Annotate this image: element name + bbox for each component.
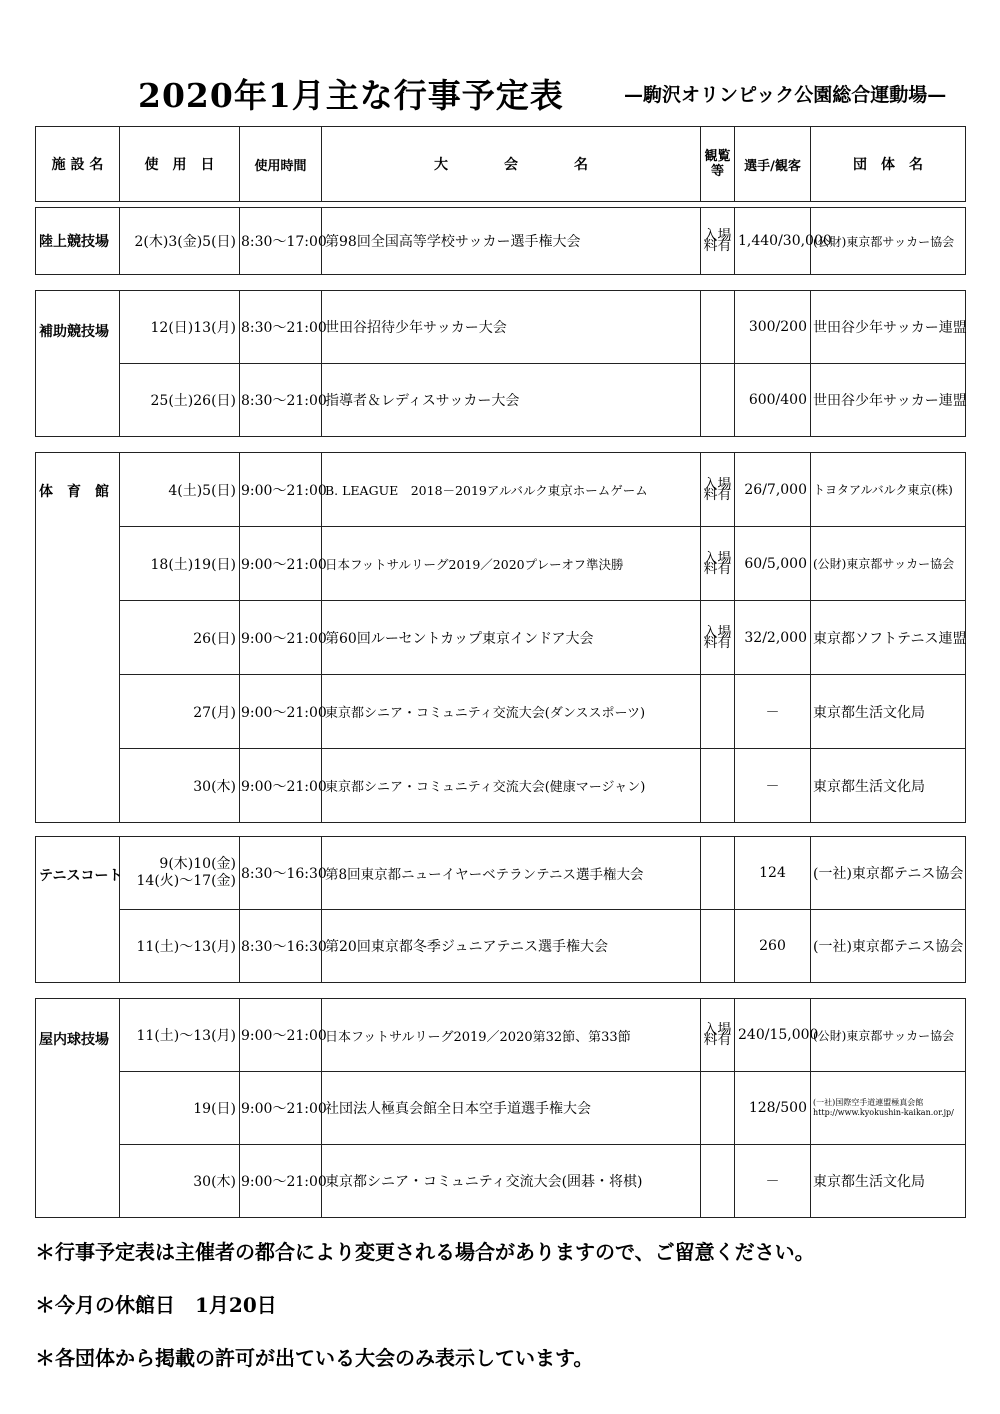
indoor-table — [35, 998, 966, 1218]
participant-count: 26/7,000 — [735, 453, 811, 527]
use-date: 4(土)5(日) — [120, 453, 240, 527]
table-row — [36, 527, 966, 601]
event-name: 第60回ルーセントカップ東京インドア大会 — [322, 601, 701, 675]
use-date — [120, 837, 240, 910]
page-subtitle: —駒沢オリンピック公園総合運動場— — [624, 84, 947, 106]
participant-count: 60/5,000 — [735, 527, 811, 601]
admission-note — [701, 1072, 735, 1145]
use-time: 8:30～16:30 — [240, 837, 322, 910]
tennis-table — [35, 836, 966, 983]
facility-name: テニスコート — [36, 837, 120, 983]
participant-count: 600/400 — [735, 364, 811, 437]
use-time: 9:00～21:00 — [240, 1072, 322, 1145]
participant-count: － — [735, 675, 811, 749]
event-name: 指導者＆レディスサッカー大会 — [322, 364, 701, 437]
facility-name: 陸上競技場 — [36, 208, 120, 275]
page-title: 2020年1月主な行事予定表 — [138, 76, 564, 115]
use-date: 27(月) — [120, 675, 240, 749]
admission-note: 入場料有 — [701, 999, 735, 1072]
participant-count: 32/2,000 — [735, 601, 811, 675]
admission-note — [701, 675, 735, 749]
organizer: 世田谷少年サッカー連盟 — [811, 364, 966, 437]
table-row — [36, 749, 966, 823]
event-name: 社団法人極真会館全日本空手道選手権大会 — [322, 1072, 701, 1145]
event-name: 第98回全国高等学校サッカー選手権大会 — [322, 208, 701, 275]
table-row — [36, 999, 966, 1072]
use-time: 9:00～21:00 — [240, 1145, 322, 1218]
table-row — [36, 364, 966, 437]
participant-count: － — [735, 1145, 811, 1218]
organizer: トヨタアルバルク東京(株) — [811, 453, 966, 527]
use-time: 9:00～21:00 — [240, 527, 322, 601]
header-event: 大 会 名 — [322, 127, 701, 202]
organizer: 東京都生活文化局 — [811, 1145, 966, 1218]
table-row — [36, 601, 966, 675]
participant-count: 300/200 — [735, 291, 811, 364]
participant-count: 128/500 — [735, 1072, 811, 1145]
use-date: 11(土)～13(月) — [120, 910, 240, 983]
header-table — [35, 126, 966, 202]
note-permission: ＊各団体から掲載の許可が出ている大会のみ表示しています。 — [35, 1346, 594, 1370]
stadium-table — [35, 207, 966, 275]
header-facility: 施 設 名 — [36, 127, 120, 202]
header-org: 団 体 名 — [811, 127, 966, 202]
event-name: 日本フットサルリーグ2019／2020プレーオフ準決勝 — [322, 527, 701, 601]
organizer: 東京都生活文化局 — [811, 749, 966, 823]
participant-count: － — [735, 749, 811, 823]
table-row — [36, 453, 966, 527]
use-date: 30(木) — [120, 749, 240, 823]
table-row — [36, 208, 966, 275]
use-time: 9:00～21:00 — [240, 453, 322, 527]
use-time: 9:00～21:00 — [240, 601, 322, 675]
use-date: 26(日) — [120, 601, 240, 675]
organizer: (公財)東京都サッカー協会 — [811, 999, 966, 1072]
use-date: 11(土)～13(月) — [120, 999, 240, 1072]
use-time: 9:00～21:00 — [240, 999, 322, 1072]
organizer: (一社)東京都テニス協会 — [811, 910, 966, 983]
use-time: 8:30～17:00 — [240, 208, 322, 275]
event-name: 第20回東京都冬季ジュニアテニス選手権大会 — [322, 910, 701, 983]
header-count: 選手/観客 — [735, 127, 811, 202]
header-view: 観覧等 — [701, 127, 735, 202]
event-name: B. LEAGUE 2018－2019アルバルク東京ホームゲーム — [322, 453, 701, 527]
organizer: (一社)東京都テニス協会 — [811, 837, 966, 910]
admission-note: 入場料有 — [701, 527, 735, 601]
facility-name: 補助競技場 — [36, 291, 120, 437]
participant-count: 124 — [735, 837, 811, 910]
header-date: 使 用 日 — [120, 127, 240, 202]
event-name: 世田谷招待少年サッカー大会 — [322, 291, 701, 364]
participant-count: 1,440/30,000 — [735, 208, 811, 275]
use-time: 9:00～21:00 — [240, 749, 322, 823]
header-time: 使用時間 — [240, 127, 322, 202]
admission-note: 入場料有 — [701, 453, 735, 527]
admission-note — [701, 291, 735, 364]
use-time: 8:30～21:00 — [240, 364, 322, 437]
admission-note: 入場料有 — [701, 601, 735, 675]
admission-note — [701, 364, 735, 437]
facility-name: 屋内球技場 — [36, 999, 120, 1218]
admission-note: 入場料有 — [701, 208, 735, 275]
table-row — [36, 1145, 966, 1218]
organizer: 東京都ソフトテニス連盟 — [811, 601, 966, 675]
organizer — [811, 1072, 966, 1145]
use-date: 25(土)26(日) — [120, 364, 240, 437]
gym-table — [35, 452, 966, 823]
facility-name: 体 育 館 — [36, 453, 120, 823]
use-date: 2(木)3(金)5(日) — [120, 208, 240, 275]
event-name: 日本フットサルリーグ2019／2020第32節、第33節 — [322, 999, 701, 1072]
event-name: 東京都シニア・コミュニティ交流大会(健康マージャン) — [322, 749, 701, 823]
organizer-url: http://www.kyokushin-kaikan.or.jp/ — [813, 1108, 954, 1117]
use-date-line2: 14(火)～17(金) — [136, 873, 236, 889]
organizer: 東京都生活文化局 — [811, 675, 966, 749]
admission-note — [701, 749, 735, 823]
organizer: (公財)東京都サッカー協会 — [811, 208, 966, 275]
event-name: 第8回東京都ニューイヤーベテランテニス選手権大会 — [322, 837, 701, 910]
aux-table — [35, 290, 966, 437]
use-date: 30(木) — [120, 1145, 240, 1218]
participant-count: 260 — [735, 910, 811, 983]
title-row — [0, 70, 1000, 120]
participant-count: 240/15,000 — [735, 999, 811, 1072]
note-schedule-change: ＊行事予定表は主催者の都合により変更される場合がありますので、ご留意ください。 — [35, 1240, 815, 1264]
use-time: 8:30～21:00 — [240, 291, 322, 364]
event-name: 東京都シニア・コミュニティ交流大会(囲碁・将棋) — [322, 1145, 701, 1218]
use-date-line1: 9(木)10(金) — [159, 856, 236, 872]
use-date: 12(日)13(月) — [120, 291, 240, 364]
event-name: 東京都シニア・コミュニティ交流大会(ダンススポーツ) — [322, 675, 701, 749]
table-row — [36, 837, 966, 910]
use-date: 19(日) — [120, 1072, 240, 1145]
admission-note — [701, 837, 735, 910]
use-time: 8:30～16:30 — [240, 910, 322, 983]
table-row — [36, 675, 966, 749]
table-row — [36, 910, 966, 983]
admission-note — [701, 910, 735, 983]
use-date: 18(土)19(日) — [120, 527, 240, 601]
organizer-name: (一社)国際空手道連盟極真会館 — [813, 1098, 924, 1107]
organizer: 世田谷少年サッカー連盟 — [811, 291, 966, 364]
admission-note — [701, 1145, 735, 1218]
note-closed-day: ＊今月の休館日 1月20日 — [35, 1293, 277, 1317]
use-time: 9:00～21:00 — [240, 675, 322, 749]
table-row — [36, 291, 966, 364]
table-row — [36, 1072, 966, 1145]
organizer: (公財)東京都サッカー協会 — [811, 527, 966, 601]
